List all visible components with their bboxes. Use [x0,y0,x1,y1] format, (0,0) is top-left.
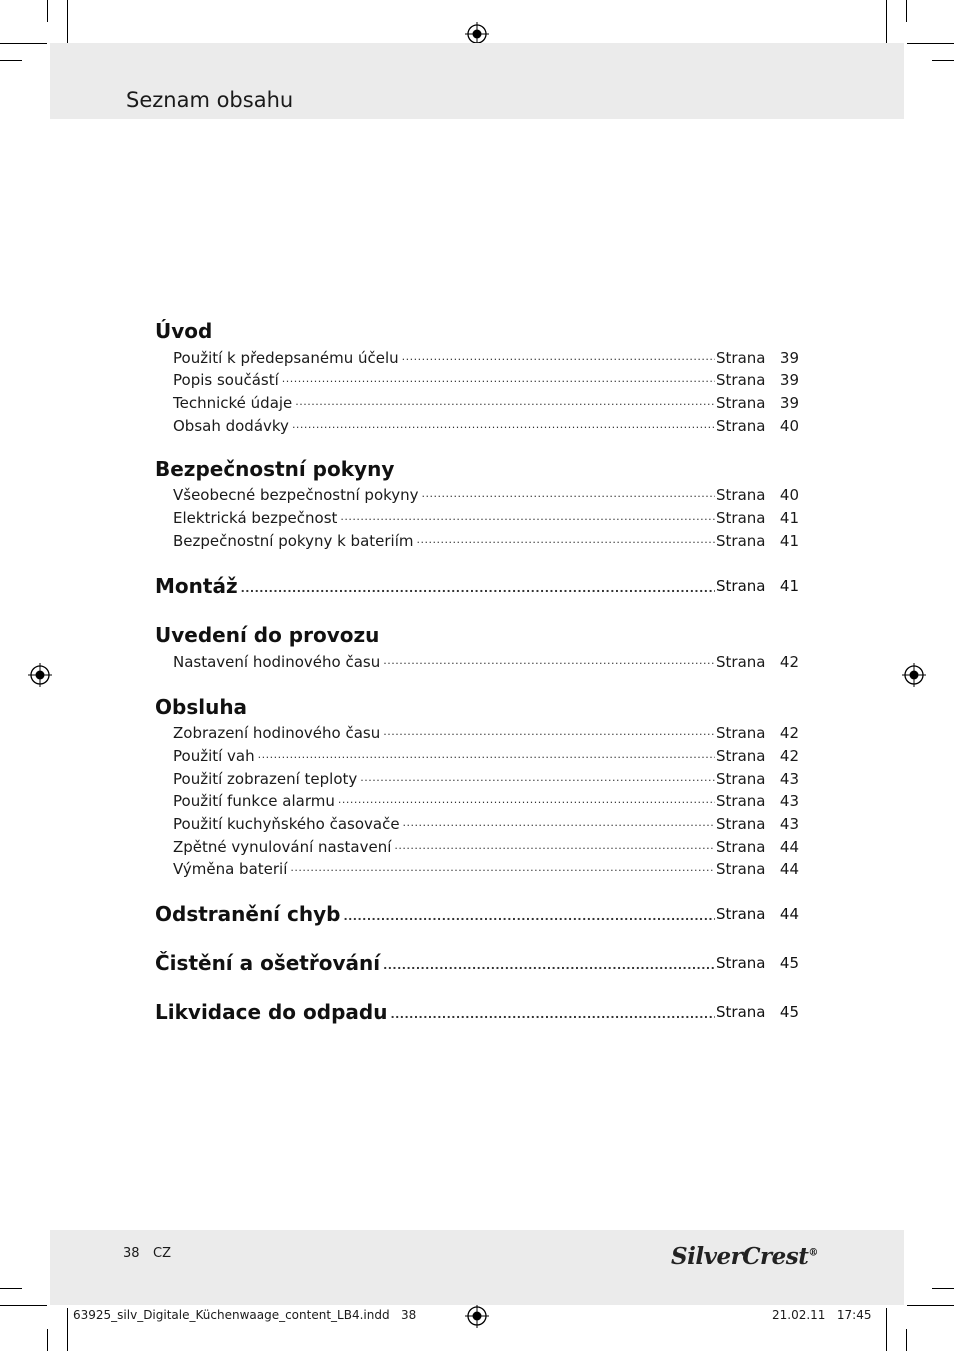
strana-label: Strana [716,905,766,924]
page-number: 40 [779,416,799,435]
crop-mark [886,1308,887,1351]
strana-label: Strana [716,371,766,390]
leader-dots [383,725,715,739]
strana-label: Strana [716,652,766,671]
toc-section-montaz [155,573,799,599]
strana-label: Strana [716,416,766,435]
leader-dots [390,1008,715,1022]
leader-dots [394,839,715,853]
toc-entry-label: Technické údaje [173,394,293,413]
leader-dots [292,418,715,432]
toc-entry[interactable] [155,810,799,833]
toc-entry-label: Nastavení hodinového času [173,652,381,671]
strana-label: Strana [716,1003,766,1022]
crop-mark [886,0,887,47]
toc-entry[interactable] [155,788,799,811]
toc-entry-label: Všeobecné bezpečnostní pokyny [173,486,419,505]
print-slug-datetime: 21.02.11 17:45 [772,1308,872,1322]
leader-dots [343,910,715,924]
page-number: 44 [779,837,799,856]
toc-section-cisteni [155,950,799,976]
crop-mark [47,0,48,22]
registration-mark-icon [902,663,926,687]
toc-entry-label: Použití k předepsanému účelu [173,348,399,367]
strana-label: Strana [716,486,766,505]
strana-label: Strana [716,954,766,973]
section-heading[interactable]: Obsluha [155,694,248,719]
page-number: 41 [779,576,799,595]
strana-label: Strana [716,348,766,367]
toc-entry[interactable] [155,742,799,765]
strana-label: Strana [716,814,766,833]
strana-label: Strana [716,769,766,788]
toc-entry[interactable] [155,504,799,527]
toc-section-uvod [155,318,799,435]
crop-mark [906,0,907,22]
crop-mark [907,43,954,44]
toc-entry[interactable] [155,648,799,671]
page-number: 42 [779,724,799,743]
strana-label: Strana [716,746,766,765]
toc-section-bezpecnost [155,456,799,550]
page-number: 43 [779,769,799,788]
leader-dots [282,372,715,386]
toc-entry[interactable] [155,720,799,743]
toc-section-obsluha [155,694,799,879]
section-heading-with-page[interactable]: Čistění a ošetřování ..... Strana 45 [155,950,799,976]
leader-dots [402,350,715,364]
toc-entry-label: Popis součástí [173,371,279,390]
section-heading[interactable]: Úvod [155,319,213,343]
toc-entry-label: Použití kuchyňského časovače [173,814,400,833]
page-number: 41 [779,509,799,528]
toc-entry-label: Použití zobrazení teploty [173,769,358,788]
page-number: 43 [779,792,799,811]
leader-dots [258,748,715,762]
crop-mark [0,1305,47,1306]
leader-dots [241,582,715,596]
print-slug-filename: 63925_silv_Digitale_Küchenwaage_content_LB4.indd 38 [73,1308,417,1322]
crop-mark [906,1329,907,1351]
toc-section-uvedeni [155,622,799,671]
leader-dots [338,793,715,807]
leader-dots [422,487,715,501]
section-heading-with-page[interactable]: Likvidace do odpadu ..... Strana 45 [155,999,799,1025]
leader-dots [383,959,715,973]
toc-entry-label: Zobrazení hodinového času [173,724,381,743]
page-number: 45 [779,1003,799,1022]
section-heading[interactable]: Bezpečnostní pokyny [155,456,395,481]
leader-dots [403,816,715,830]
registration-mark-icon [28,663,52,687]
leader-dots [383,654,715,668]
crop-mark [907,1305,954,1306]
toc-section-odstraneni [155,901,799,927]
toc-entry[interactable] [155,765,799,788]
table-of-contents [155,318,799,1025]
leader-dots [416,533,715,547]
page-number: 45 [779,954,799,973]
strana-label: Strana [716,531,766,550]
toc-entry-label: Elektrická bezpečnost [173,509,338,528]
toc-entry[interactable] [155,344,799,367]
strana-label: Strana [716,724,766,743]
toc-entry[interactable] [155,527,799,550]
toc-entry-label: Bezpečnostní pokyny k bateriím [173,531,414,550]
registration-mark-icon [465,1304,489,1328]
section-heading[interactable]: Uvedení do provozu [155,622,380,647]
toc-entry-label: Použití vah [173,746,255,765]
page-number: 41 [779,531,799,550]
strana-label: Strana [716,792,766,811]
toc-entry[interactable] [155,482,799,505]
page-number: 40 [779,486,799,505]
leader-dots [290,861,715,875]
toc-entry-label: Zpětné vynulování nastavení [173,837,392,856]
footer-page-number: 38 [123,1246,140,1261]
page-number: 39 [779,348,799,367]
crop-mark [67,0,68,47]
crop-mark [67,1308,68,1351]
crop-mark [932,60,954,61]
toc-entry-label: Výměna baterií [173,860,288,879]
page-number: 42 [779,746,799,765]
crop-mark [0,60,22,61]
section-heading-with-page[interactable]: Montáž ..... Strana 41 [155,573,799,599]
brand-logo: SilverCrest® [671,1243,818,1270]
toc-entry[interactable] [155,389,799,412]
page-number: 44 [779,905,799,924]
strana-label: Strana [716,576,766,595]
footer-language: CZ [153,1246,171,1261]
toc-entry-label: Použití funkce alarmu [173,792,335,811]
page-title: Seznam obsahu [126,88,294,112]
strana-label: Strana [716,509,766,528]
strana-label: Strana [716,837,766,856]
toc-entry[interactable] [155,412,799,435]
toc-entry-label: Obsah dodávky [173,416,289,435]
section-heading-with-page[interactable]: Odstranění chyb ..... Strana 44 [155,901,799,927]
crop-mark [932,1288,954,1289]
toc-entry[interactable] [155,833,799,856]
page-number: 42 [779,652,799,671]
crop-mark [0,1288,22,1289]
page-number: 39 [779,394,799,413]
page-number: 43 [779,814,799,833]
toc-entry[interactable] [155,367,799,390]
page-number: 39 [779,371,799,390]
strana-label: Strana [716,860,766,879]
leader-dots [295,395,715,409]
leader-dots [340,510,715,524]
crop-mark [47,1329,48,1351]
strana-label: Strana [716,394,766,413]
toc-section-likvidace [155,999,799,1025]
page-number: 44 [779,860,799,879]
toc-entry[interactable] [155,856,799,879]
crop-mark [0,43,47,44]
leader-dots [360,771,715,785]
